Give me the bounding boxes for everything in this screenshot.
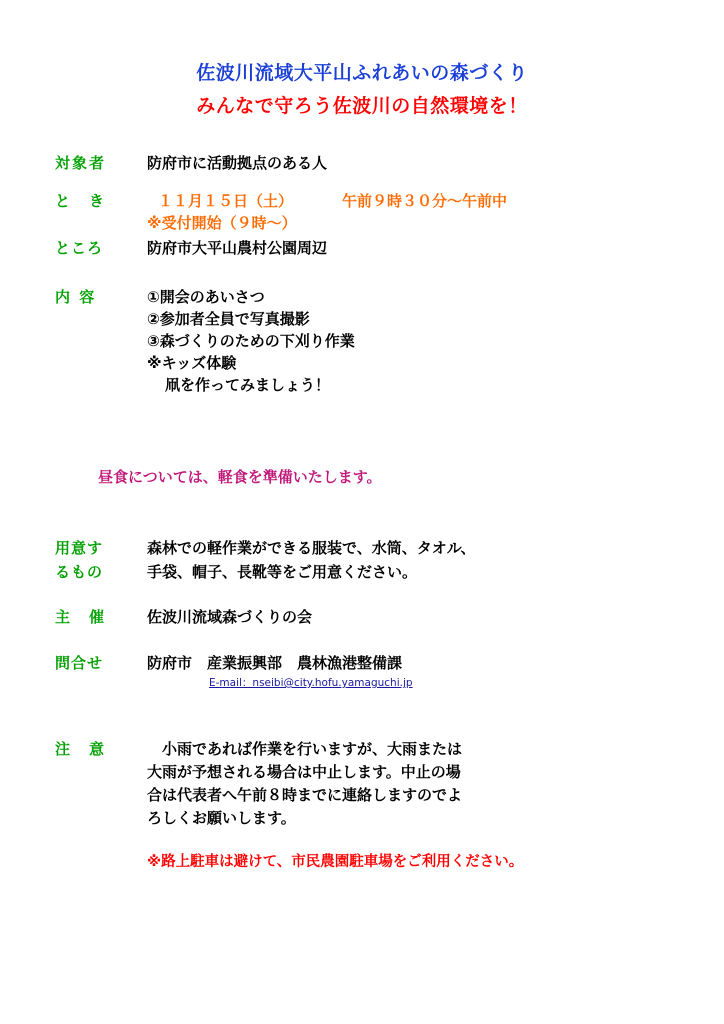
prepare-line: 森林での軽作業ができる服装で、水筒、タオル、 [147,539,476,557]
place-value: 防府市大平山農村公園周辺 [147,239,328,257]
organizer-label: 主 催 [55,608,107,626]
reception-time: ※受付開始（９時～） [147,214,297,232]
notice-label: 注 意 [55,740,107,758]
event-date: １１月１５日（土） [158,192,294,210]
event-hours: 午前９時３０分～午前中 [342,192,508,210]
content-label: 内 容 [55,288,97,306]
notice-line: 小雨であれば作業を行いますが、大雨または [147,740,463,758]
contact-value: 防府市 産業振興部 農林漁港整備課 [147,654,403,672]
flyer-subtitle: みんなで守ろう佐波川の自然環境を！ [196,95,528,117]
content-item: ①開会のあいさつ [147,288,265,306]
content-item: ③森づくりのための下刈り作業 [147,332,355,350]
lunch-note: 昼食については、軽食を準備いたします。 [98,468,382,486]
prepare-line: 手袋、帽子、長靴等をご用意ください。 [147,563,418,581]
place-label: ところ [55,239,104,257]
content-item: ②参加者全員で写真撮影 [147,310,310,328]
time-label: と き [55,192,107,210]
content-item: ※キッズ体験 [147,354,237,372]
contact-email-link[interactable]: E-mail：nseibi@city.hofu.yamaguchi.jp [209,677,413,689]
notice-line: ろしくお願いします。 [147,809,296,827]
contact-label: 問合せ [55,654,104,672]
parking-warning: ※路上駐車は避けて、市民農園駐車場をご利用ください。 [147,854,524,870]
prepare-label-line2: るもの [55,563,104,581]
content-item: 凧を作ってみましょう！ [165,376,331,394]
target-label: 対象者 [55,154,107,172]
notice-line: 合は代表者へ午前８時までに連絡しますのでよ [147,786,463,804]
notice-line: 大雨が予想される場合は中止します。中止の場 [147,763,461,781]
organizer-value: 佐波川流域森づくりの会 [147,608,313,626]
flyer-title: 佐波川流域大平山ふれあいの森づくり [196,62,528,84]
prepare-label-line1: 用意す [55,539,104,557]
target-value: 防府市に活動拠点のある人 [147,154,328,172]
